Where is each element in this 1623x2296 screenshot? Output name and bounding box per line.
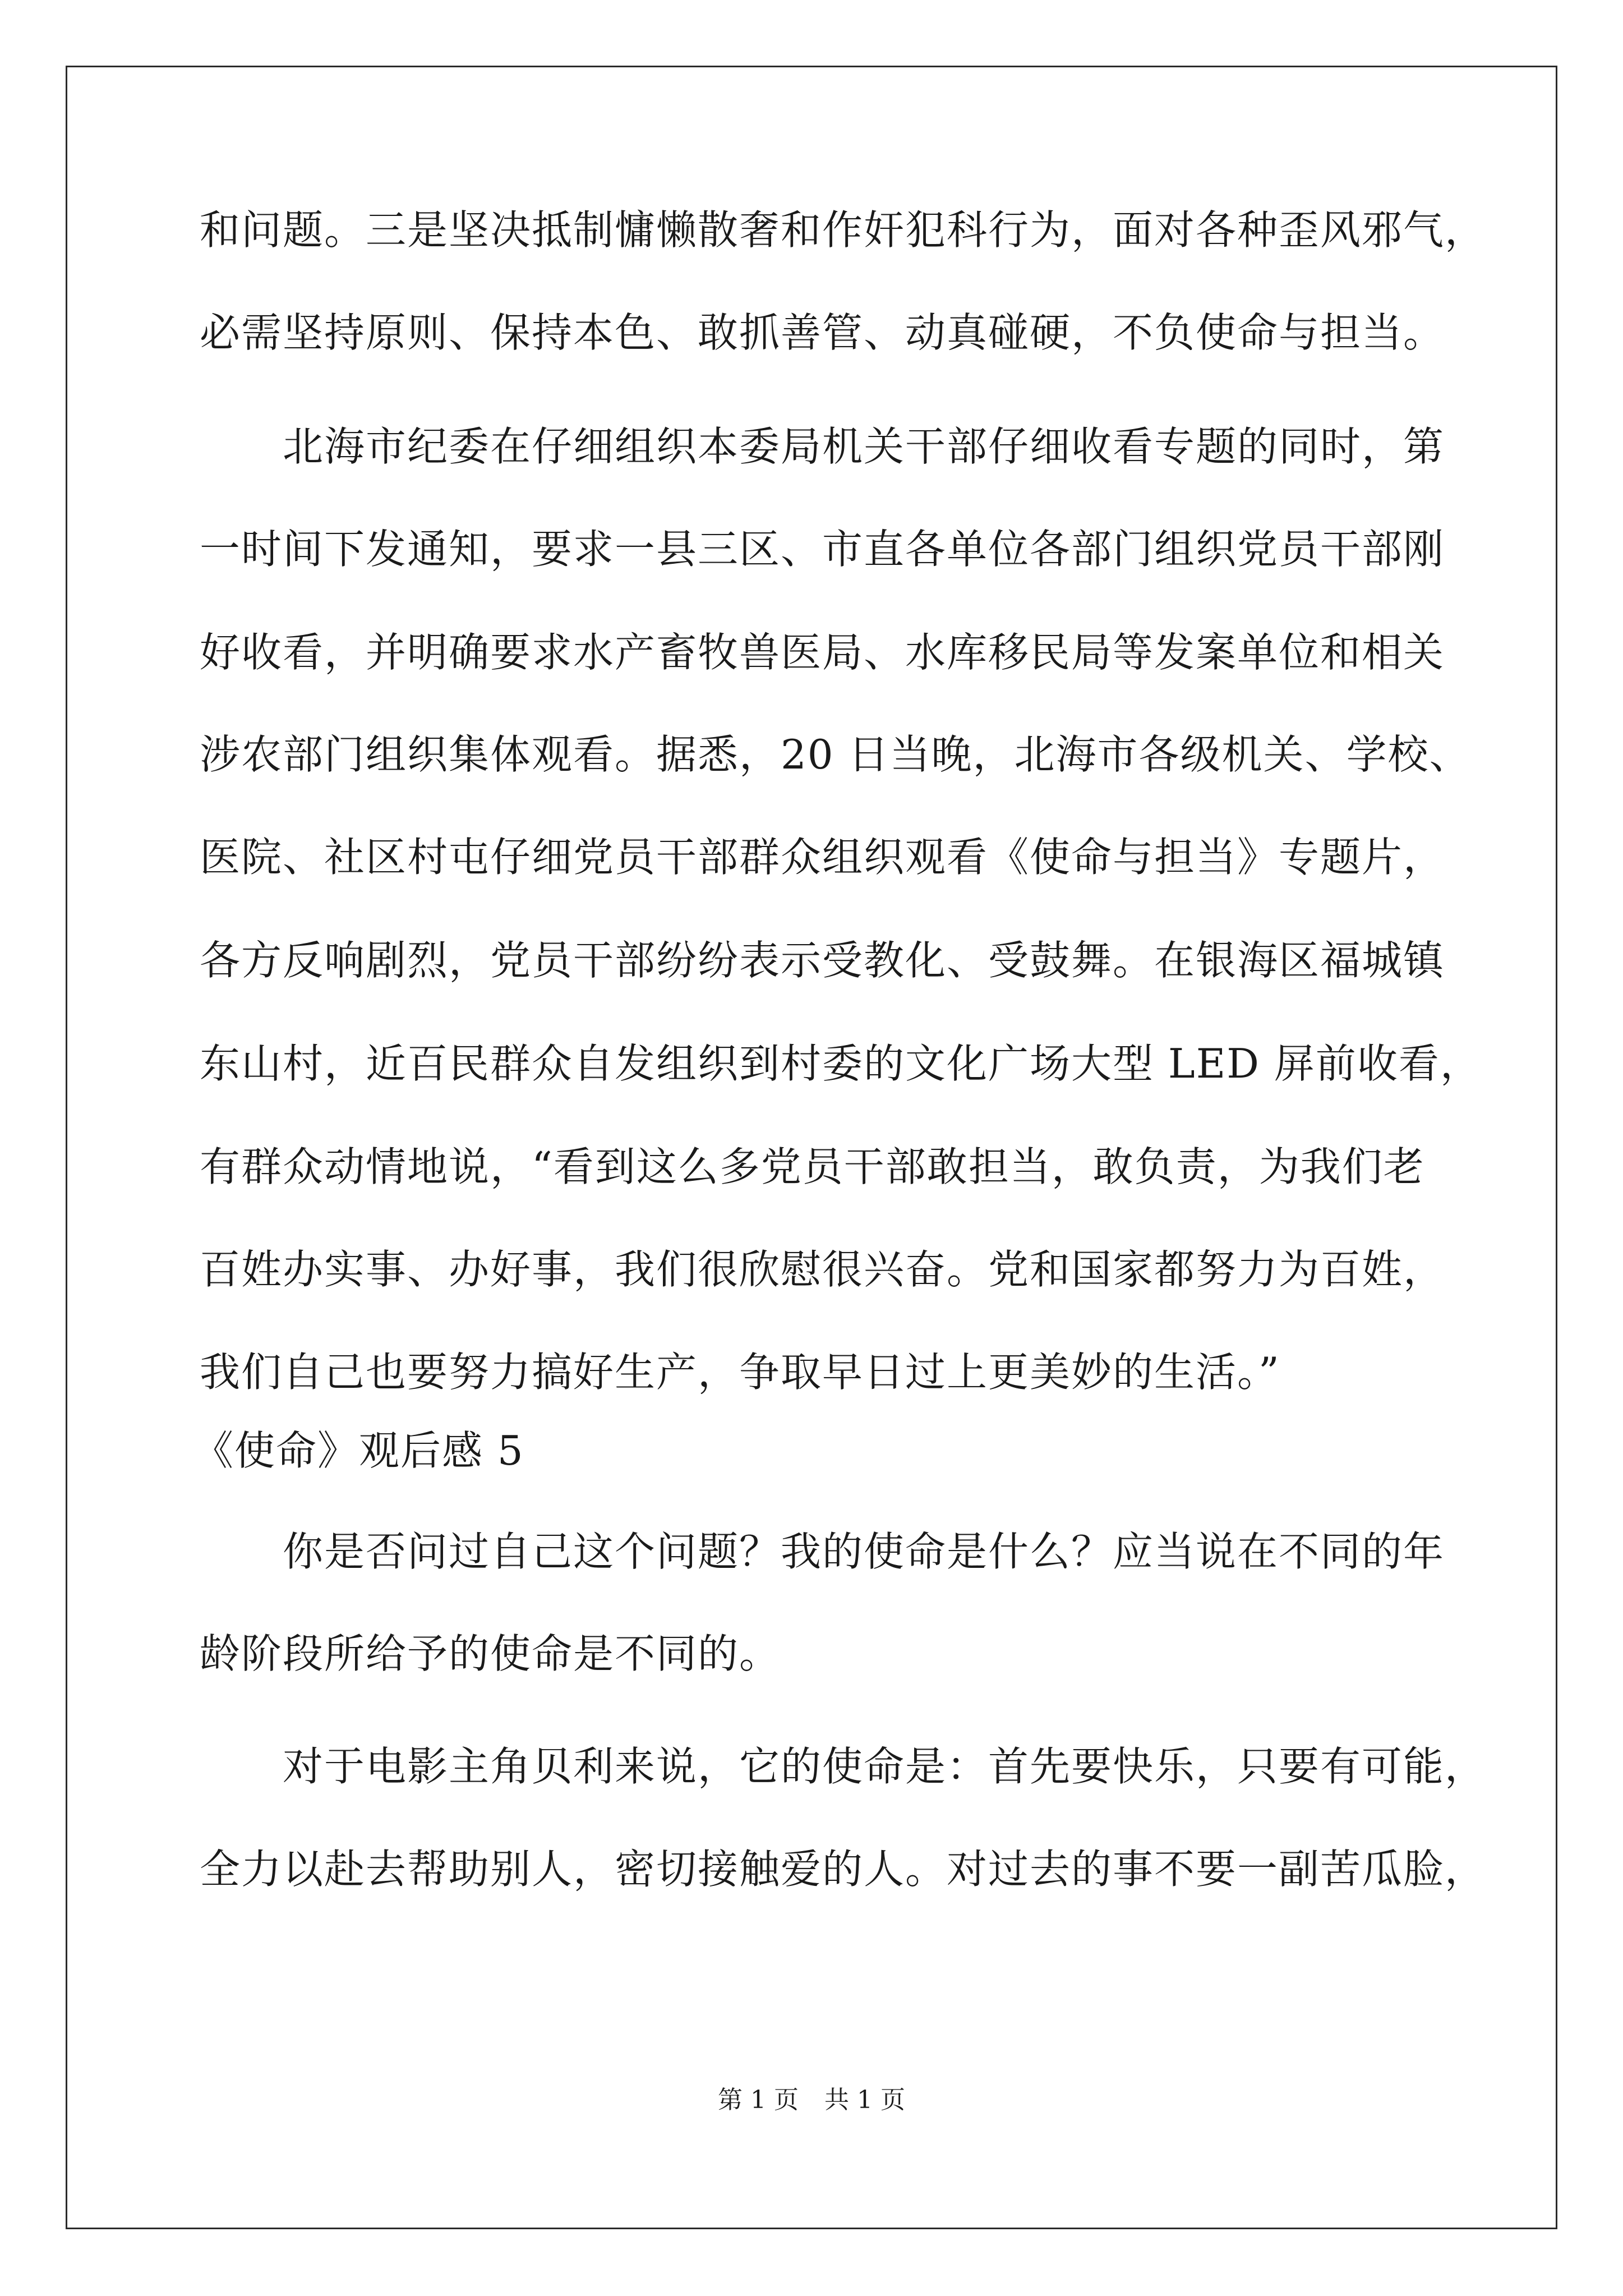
text-line: 龄阶段所给予的使命是不同的。	[200, 1630, 781, 1677]
text-line: 百姓办实事、办好事，我们很欣慰很兴奋。党和国家都努力为百姓，	[200, 1246, 1445, 1293]
text-line: 对于电影主角贝利来说，它的使命是：首先要快乐，只要有可能，	[283, 1743, 1487, 1790]
text-line: 医院、社区村屯仔细党员干部群众组织观看《使命与担当》专题片，	[200, 834, 1445, 881]
text-line: 北海市纪委在仔细组织本委局机关干部仔细收看专题的同时，第	[283, 423, 1445, 470]
page-number: 第 1 页	[718, 2086, 799, 2114]
text-line: 好收看，并明确要求水产畜牧兽医局、水库移民局等发案单位和相关	[200, 629, 1445, 676]
text-line: 我们自己也要努力搞好生产，争取早日过上更美妙的生活。”	[200, 1349, 1280, 1396]
text-line: 你是否问过自己这个问题？我的使命是什么？应当说在不同的年	[283, 1528, 1445, 1575]
text-line: 必需坚持原则、保持本色、敢抓善管、动真碰硬，不负使命与担当。	[200, 309, 1445, 356]
text-line: 有群众动情地说，“看到这么多党员干部敢担当，敢负责，为我们老	[200, 1143, 1425, 1190]
section-heading: 《使命》观后感 5	[193, 1427, 524, 1474]
text-line: 东山村，近百民群众自发组织到村委的文化广场大型 LED 屏前收看，	[200, 1040, 1482, 1087]
text-line: 和问题。三是坚决抵制慵懒散奢和作奸犯科行为，面对各种歪风邪气，	[200, 206, 1487, 254]
text-line: 涉农部门组织集体观看。据悉，20 日当晚，北海市各级机关、学校、	[200, 731, 1471, 778]
text-line: 各方反响剧烈，党员干部纷纷表示受教化、受鼓舞。在银海区福城镇	[200, 937, 1445, 984]
page-footer	[0, 2083, 1623, 2117]
text-line: 全力以赴去帮助别人，密切接触爱的人。对过去的事不要一副苦瓜脸，	[200, 1846, 1487, 1893]
page-total: 共 1 页	[824, 2086, 905, 2114]
text-line: 一时间下发通知，要求一县三区、市直各单位各部门组织党员干部刚	[200, 526, 1445, 573]
